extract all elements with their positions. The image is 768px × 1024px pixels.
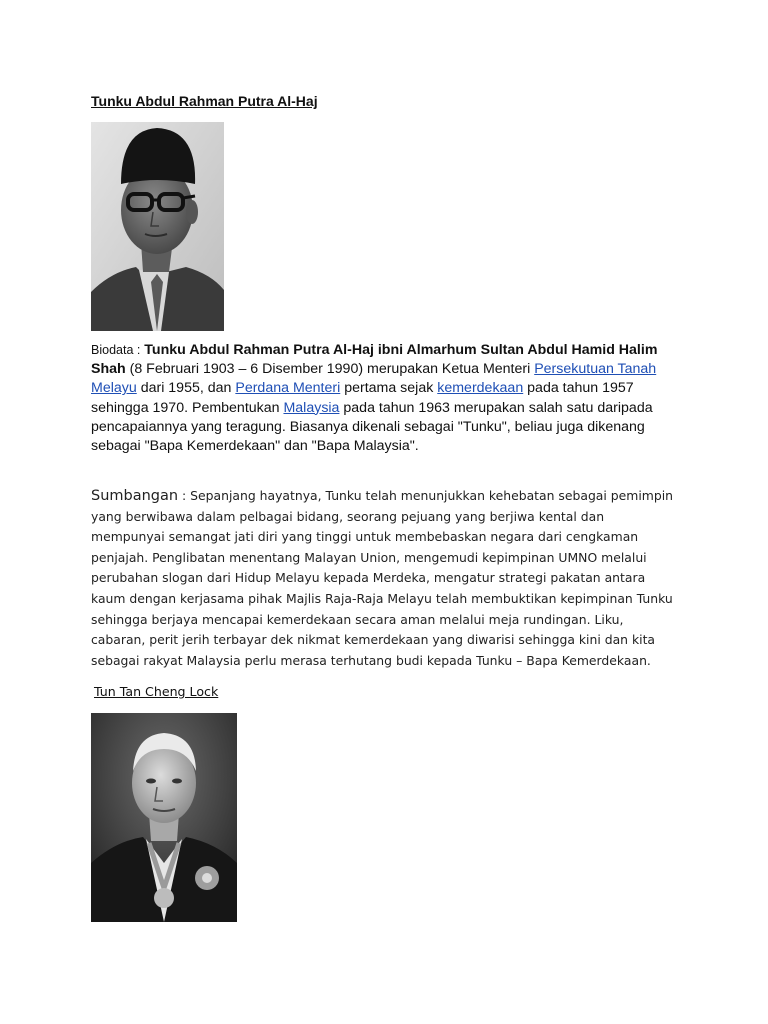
link-perdana-menteri[interactable]: Perdana Menteri — [235, 380, 341, 397]
page-title: Tunku Abdul Rahman Putra Al-Haj — [91, 93, 318, 109]
link-kemerdekaan[interactable]: kemerdekaan — [437, 380, 524, 397]
portrait-photo-tunku — [91, 122, 224, 331]
bio-text-1: (8 Februari 1903 – 6 Disember 1990) merupakan Ketua Menteri — [125, 361, 535, 378]
sumbangan-paragraph — [91, 486, 681, 671]
section-title-tan-cheng-lock: Tun Tan Cheng Lock — [94, 684, 219, 699]
biodata-paragraph — [91, 341, 671, 456]
sumbangan-text: Sepanjang hayatnya, Tunku telah menunjukkan kehebatan sebagai pemimpin yang berwibawa dalam pelbagai bidang, seorang pejuang yang berjiwa kental dan mempunyai semangat jati diri yang tinggi untuk membebaskan negara dari cengkaman penjajah. Penglibatan menentang Malayan Union, mengemudi kepimpinan UMNO melalui perubahan slogan dari Hidup Melayu kepada Merdeka, mengatur strategi pakatan antara kaum dengan kerjasama pihak Majlis Raja-Raja Melayu telah membuktikan kepimpinan Tunku sehingga berjaya mencapai kemerdekaan secara aman melalui meja rundingan. Liku, cabaran, perit jerih terbayar dek nikmat kemerdekaan yang diwarisi sehingga kini dan kita sebagai rakyat Malaysia perlu merasa terhutang budi kepada Tunku – Bapa Kemerdekaan. — [91, 488, 674, 668]
link-malaysia[interactable]: Malaysia — [283, 399, 340, 416]
bio-text-3: pertama sejak — [340, 380, 438, 397]
bio-text-4: pada tahun 1957 sehingga 1970. Pembentukan — [91, 380, 634, 416]
sumbangan-separator: : — [178, 488, 191, 503]
biodata-label: Biodata : — [91, 343, 141, 357]
sumbangan-label: Sumbangan — [91, 488, 179, 504]
bio-text-5: pada tahun 1963 merupakan salah satu daripada pencapaiannya yang teragung. Biasanya dikenali sebagai "Tunku", beliau juga dikenang sebagai "Bapa Kemerdekaan" dan "Bapa Malaysia". — [91, 399, 653, 455]
link-persekutuan-tanah-melayu[interactable]: Persekutuan Tanah Melayu — [91, 361, 657, 397]
portrait-photo-tan-cheng-lock — [91, 713, 237, 922]
portrait-image — [91, 122, 224, 331]
full-name: Tunku Abdul Rahman Putra Al-Haj ibni Almarhum Sultan Abdul Hamid Halim Shah — [91, 342, 658, 378]
portrait-image-2 — [91, 713, 237, 922]
bio-text-2: dari 1955, dan — [136, 380, 236, 397]
